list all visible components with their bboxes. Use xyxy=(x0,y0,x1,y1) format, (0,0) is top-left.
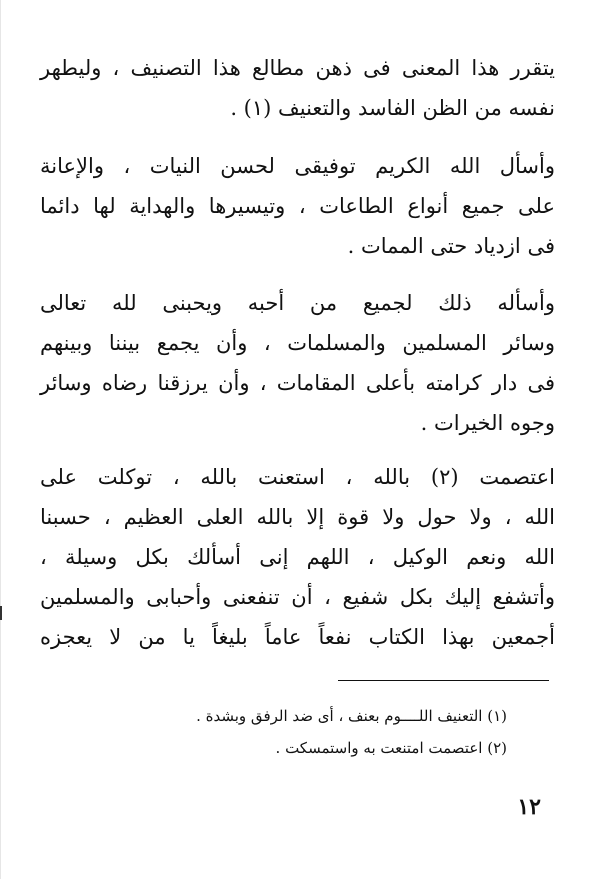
text-line: أجمعين بهذا الكتاب نفعاً عاماً بليغاً يا من لا يعجزه xyxy=(40,625,555,649)
text-line: الله ، ولا حول ولا قوة إلا بالله العلى العظيم ، حسبنا xyxy=(40,505,555,529)
text-line: فى ازدياد حتى الممات . xyxy=(347,234,555,258)
text-line: يتقرر هذا المعنى فى ذهن مطالع هذا التصنيف ، وليطهر xyxy=(40,56,555,80)
footnote-2: (٢) اعتصمت امتنعت به واستمسكت . xyxy=(275,739,507,757)
text-line: فى دار كرامته بأعلى المقامات ، وأن يرزقنا رضاه وسائر xyxy=(40,371,555,395)
paragraph-4 xyxy=(40,457,555,657)
text-line: وجوه الخيرات . xyxy=(420,411,555,435)
paragraph-1 xyxy=(40,48,555,128)
text-line: وأسأل الله الكريم توفيقى لحسن النيات ، والإعانة xyxy=(40,154,555,178)
paragraph-2 xyxy=(40,146,555,266)
text-line: نفسه من الظن الفاسد والتعنيف (١) . xyxy=(230,96,555,120)
paragraph-3 xyxy=(40,283,555,443)
margin-mark xyxy=(0,606,2,620)
text-line: وأسأله ذلك لجميع من أحبه ويحبنى لله تعالى xyxy=(40,291,555,315)
text-line: وأتشفع إليك بكل شفيع ، أن تنفعنى وأحبابى والمسلمين xyxy=(40,585,555,609)
text-line: الله ونعم الوكيل ، اللهم إنى أسألك بكل وسيلة ، xyxy=(40,545,555,569)
text-line: على جميع أنواع الطاعات ، وتيسيرها والهداية لها دائما xyxy=(40,194,555,218)
text-line: اعتصمت (٢) بالله ، استعنت بالله ، توكلت على xyxy=(40,465,555,489)
page-edge xyxy=(0,0,1,879)
footnotes xyxy=(196,700,507,764)
footnote-1: (١) التعنيف اللــــوم بعنف ، أى ضد الرفق وبشدة . xyxy=(196,707,507,725)
text-line: وسائر المسلمين والمسلمات ، وأن يجمع بيننا وبينهم xyxy=(40,331,555,355)
page-number: ١٢ xyxy=(517,794,541,820)
footnote-separator xyxy=(338,680,549,681)
